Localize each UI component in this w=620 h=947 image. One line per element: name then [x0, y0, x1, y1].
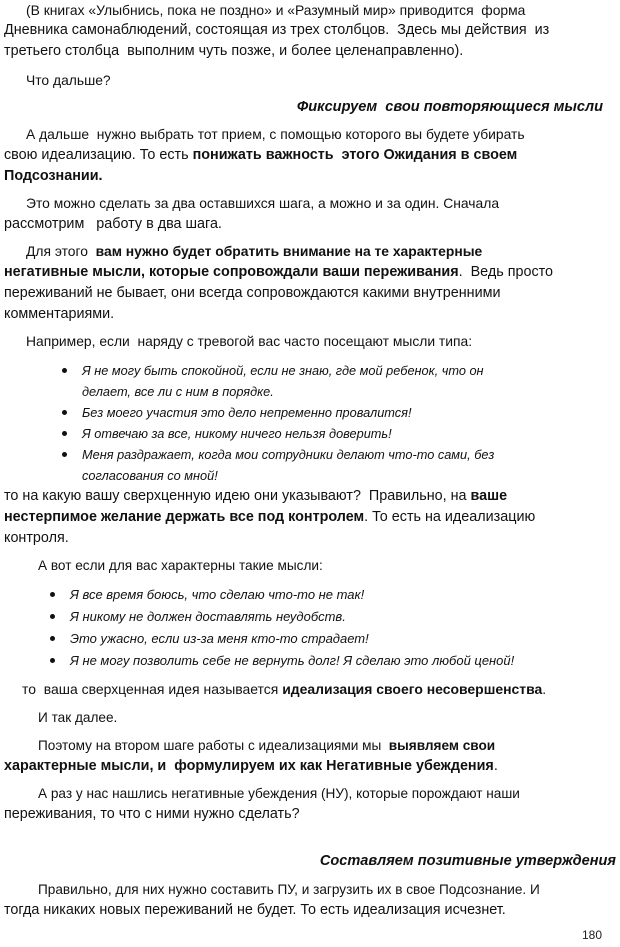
- text-line: [0, 555, 620, 576]
- text-line: [0, 0, 620, 21]
- bold-text: характерные мысли, и формулируем их как Негативные убеждения: [4, 758, 494, 774]
- heading-text: Фиксируем свои повторяющиеся мысли: [296, 99, 603, 115]
- text: Поэтому на втором шаге работы с идеализациями мы: [38, 738, 389, 753]
- text-line: [0, 331, 620, 352]
- text-line: [0, 20, 620, 41]
- text: .: [493, 758, 498, 774]
- bold-text: ваше: [470, 488, 508, 504]
- text: И так далее.: [38, 710, 118, 725]
- text: Для этого: [26, 243, 96, 259]
- text-line: [0, 70, 620, 91]
- text: Например, если наряду с тревогой вас часто посещают мысли типа:: [26, 333, 473, 349]
- text-line: [0, 262, 620, 283]
- text: (В книгах «Улыбнись, пока не поздно» и «Разумный мир» приводится форма: [26, 2, 526, 18]
- text-line: [0, 707, 620, 728]
- text: рассмотрим работу в два шага.: [4, 216, 222, 232]
- text-line: [0, 145, 620, 166]
- italic-text: Я не могу позволить себе не вернуть долг! Я сделаю это любой ценой!: [70, 653, 515, 668]
- list-item-continuation: [0, 381, 620, 402]
- text-line: [0, 507, 620, 528]
- bold-text: понижать важность этого Ожидания в своем: [192, 147, 518, 163]
- bold-text: негативные мысли, которые сопровождали ваши переживания: [4, 264, 459, 280]
- bold-text: вам нужно будет обратить внимание на те характерные: [95, 243, 483, 259]
- italic-text: Меня раздражает, когда мои сотрудники делают что-то сами, без: [82, 447, 495, 462]
- text: .: [542, 681, 547, 697]
- text-line: [0, 241, 620, 262]
- text: переживаний не бывает, они всегда сопровождаются какими внутренними: [4, 285, 501, 301]
- text-line: [0, 304, 620, 325]
- bold-text: идеализация своего несовершенства: [282, 681, 543, 697]
- list-item: [0, 628, 620, 649]
- text: контроля.: [4, 530, 69, 546]
- text: А раз у нас нашлись негативные убеждения (НУ), которые порождают наши: [38, 786, 520, 801]
- text-line: [0, 879, 620, 900]
- text: Правильно, для них нужно составить ПУ, и загрузить их в свое Подсознание. И: [38, 882, 540, 897]
- italic-text: Это ужасно, если из-за меня кто-то страдает!: [70, 631, 369, 646]
- text: . Ведь просто: [458, 264, 554, 280]
- heading-text: Составляем позитивные утверждения: [319, 853, 616, 869]
- list-item: [0, 360, 620, 381]
- text: Дневника самонаблюдений, состоящая из трех столбцов. Здесь мы действия из: [4, 22, 550, 38]
- list-item: [0, 402, 620, 423]
- text: третьего столбца выполним чуть позже, и более целенаправленно).: [4, 43, 464, 59]
- text-line: [0, 41, 620, 62]
- text: переживания, то что с ними нужно сделать?: [4, 806, 300, 822]
- bold-text: выявляем свои: [388, 738, 496, 753]
- text: А вот если для вас характерны такие мысли:: [38, 558, 323, 573]
- italic-text: Я все время боюсь, что сделаю что-то не так!: [70, 587, 365, 602]
- text: тогда никаких новых переживаний не будет. То есть идеализация исчезнет.: [4, 902, 506, 918]
- text: А дальше нужно выбрать тот прием, с помощью которого вы будете убирать: [26, 126, 525, 142]
- italic-text: Я отвечаю за все, никому ничего нельзя доверить!: [82, 426, 392, 441]
- text-line: [0, 735, 620, 756]
- italic-text: согласования со мной!: [82, 468, 218, 483]
- text-line: [0, 166, 620, 187]
- text-line: [0, 783, 620, 804]
- list-item: [0, 584, 620, 605]
- section-heading: [0, 851, 616, 872]
- text-line: [0, 214, 620, 235]
- section-heading: [0, 97, 603, 118]
- text: то на какую вашу сверхценную идею они указывают? Правильно, на: [4, 488, 471, 504]
- text-line: [0, 900, 620, 921]
- italic-text: Я не могу быть спокойной, если не знаю, где мой ребенок, что он: [82, 363, 484, 378]
- text: . То есть на идеализацию: [364, 509, 536, 525]
- page-number: 180: [581, 928, 602, 942]
- text: Это можно сделать за два оставшихся шага, а можно и за один. Сначала: [26, 195, 500, 211]
- text-line: [0, 283, 620, 304]
- list-item: [0, 423, 620, 444]
- text-line: [0, 124, 620, 145]
- bold-text: Подсознании.: [4, 168, 103, 184]
- text: свою идеализацию. То есть: [4, 147, 193, 163]
- italic-text: делает, все ли с ним в порядке.: [82, 384, 274, 399]
- list-item: [0, 650, 620, 671]
- text-line: [0, 528, 620, 549]
- text: комментариями.: [4, 306, 115, 322]
- text: то ваша сверхценная идея называется: [22, 681, 283, 697]
- text: Что дальше?: [26, 72, 111, 88]
- italic-text: Без моего участия это дело непременно провалится!: [82, 405, 412, 420]
- bold-text: нестерпимое желание держать все под контролем: [4, 509, 365, 525]
- list-item: [0, 606, 620, 627]
- text-line: [0, 193, 620, 214]
- text-line: [0, 679, 620, 700]
- text-line: [0, 756, 620, 777]
- list-item-continuation: [0, 465, 620, 486]
- text-line: [0, 804, 620, 825]
- italic-text: Я никому не должен доставлять неудобств.: [70, 609, 346, 624]
- list-item: [0, 444, 620, 465]
- text-line: [0, 486, 620, 507]
